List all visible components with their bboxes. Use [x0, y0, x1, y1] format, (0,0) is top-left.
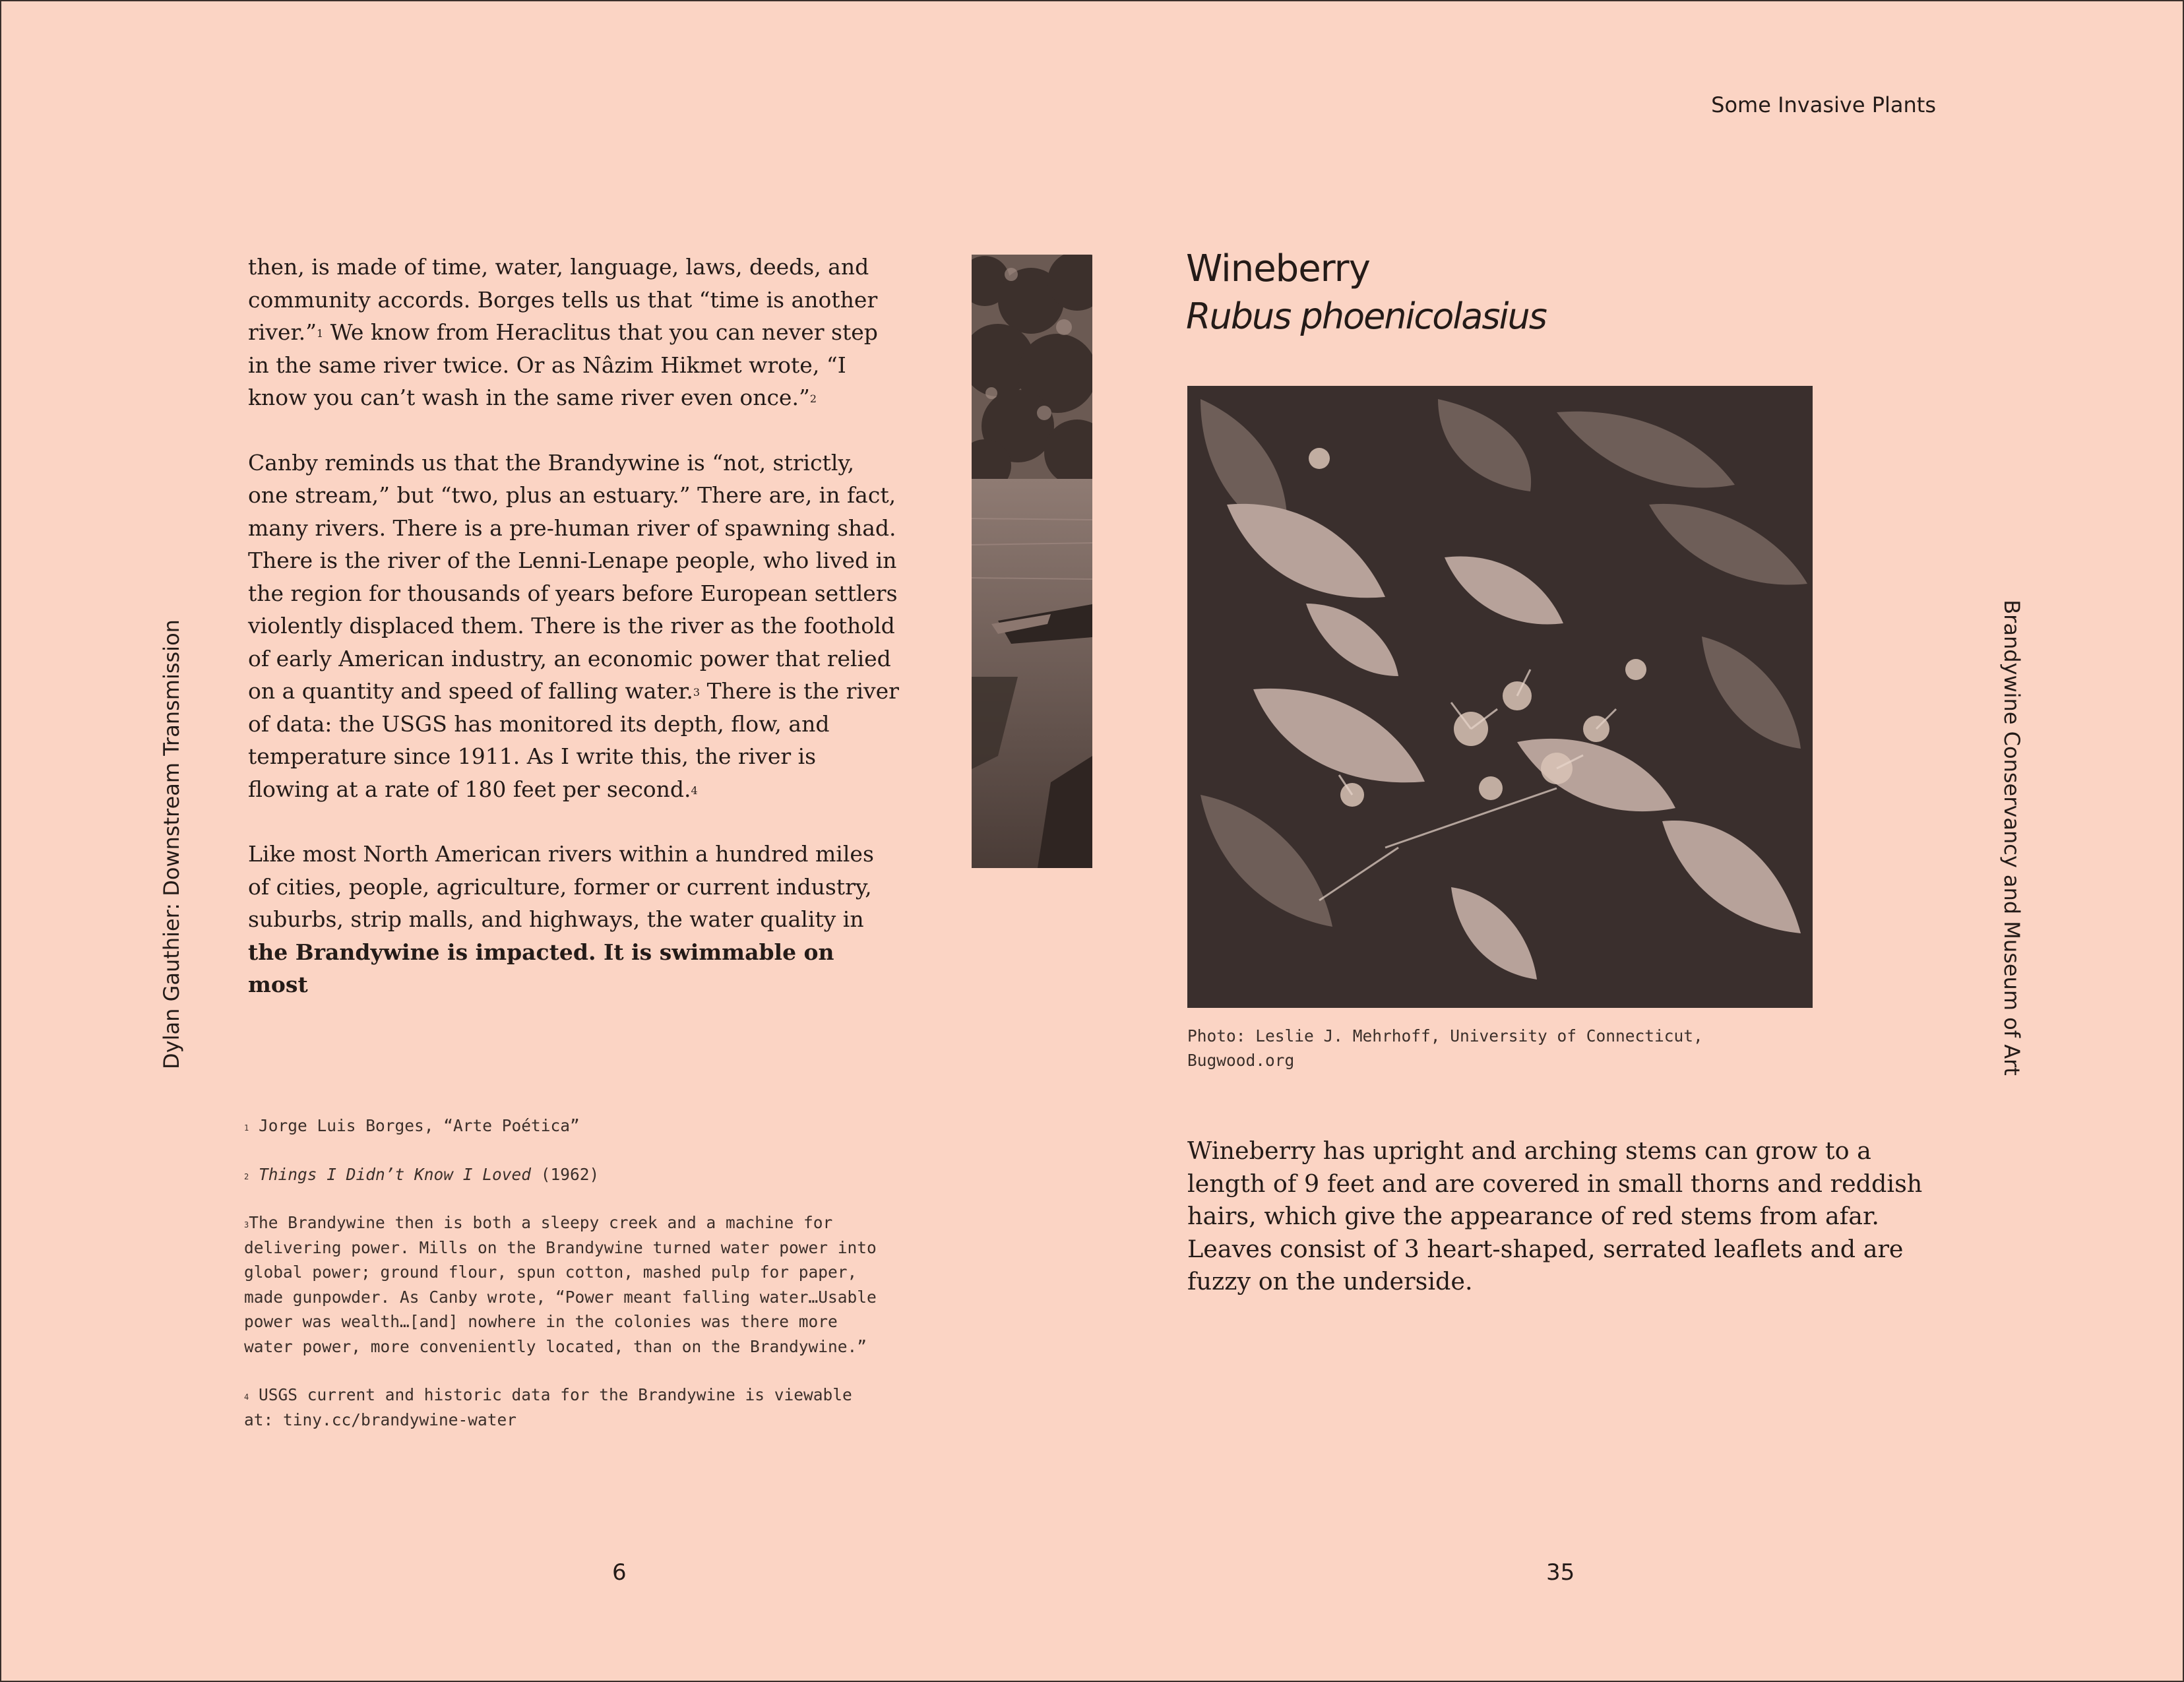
- side-title-right: Brandywine Conservancy and Museum of Art: [1999, 600, 2024, 1076]
- footnote-ref-3: 3: [693, 686, 701, 699]
- photo-caption: Photo: Leslie J. Mehrhoff, University of Connecticut, Bugwood.org: [1187, 1026, 1703, 1070]
- page-number-right: 35: [1546, 1559, 1575, 1586]
- plant-latin-name: Rubus phoenicolasius: [1186, 296, 1546, 337]
- page-number-left: 6: [612, 1559, 627, 1586]
- side-title-left: Dylan Gauthier: Downstream Transmission: [159, 619, 184, 1069]
- running-head: Some Invasive Plants: [1711, 92, 1936, 117]
- footnote-ref-4: 4: [691, 784, 698, 797]
- wineberry-photo: [1187, 386, 1813, 1008]
- footnote-ref-1: 1: [317, 327, 324, 340]
- plant-description: Wineberry has upright and arching stems can grow to a length of 9 feet and are covered in small thorns and reddish hairs, which give the appearance of red stems from afar. Leaves consist of 3 heart-shaped, serrated leaflets and are fuzzy on the underside.: [1187, 1137, 1923, 1295]
- footnote-ref-2: 2: [809, 392, 817, 405]
- paragraph-1: then, is made of time, water, language, laws, deeds, and community accords. Borges tells us that “time is another river.”$^1$ We know from Heraclitus that you can never step in the same river twice. Or as Nâzim Hikmet wrote, “I know you can’t wash in the same river even once.”$^2$: [248, 254, 878, 410]
- left-body-text: [248, 251, 901, 1001]
- river-photo-strip: [972, 255, 1092, 868]
- paragraph-2: Canby reminds us that the Brandywine is “not, strictly, one stream,” but “two, plus an estuary.” There are, in fact, many rivers. There is a pre-human river of spawning shad. There is the river of the Lenni-Lenape people, who lived in the region for thousands of years before European settlers violently displaced them. There is the river as the foothold of early American industry, an economic power that relied on a quantity and speed of falling water.$^3$ There is the river of data: the USGS has monitored its depth, flow, and temperature since 1911. As I write this, the river is flowing at a rate of 180 feet per second.$^4$: [248, 449, 899, 802]
- footnote-4: $^4$ USGS current and historic data for the Brandywine is viewable at: tiny.cc/brandywine-water: [244, 1385, 852, 1429]
- plant-common-name: Wineberry: [1186, 247, 1370, 290]
- paragraph-3: Like most North American rivers within a hundred miles of cities, people, agriculture, former or current industry, suburbs, strip malls, and highways, the water quality in the Brandywine is impacted. It is swimmable on most: [248, 841, 874, 997]
- footnotes: [244, 1113, 884, 1456]
- footnote-3: $^3$The Brandywine then is both a sleepy creek and a machine for delivering power. Mills on the Brandywine turned water power into global power; ground flour, spun cotton, mashed pulp for paper, made gunpowder. As Canby wrote, “Power meant falling water…Usable power was wealth…[and] nowhere in the colonies was there more water power, more conveniently located, than on the Brandywine.”: [244, 1213, 877, 1356]
- bold-run: the Brandywine is impacted. It is swimmable on most: [248, 939, 834, 997]
- footnote-2: $^2$ Things I Didn’t Know I Loved (1962): [244, 1164, 600, 1184]
- footnote-1: $^1$ Jorge Luis Borges, “Arte Poética”: [244, 1116, 580, 1135]
